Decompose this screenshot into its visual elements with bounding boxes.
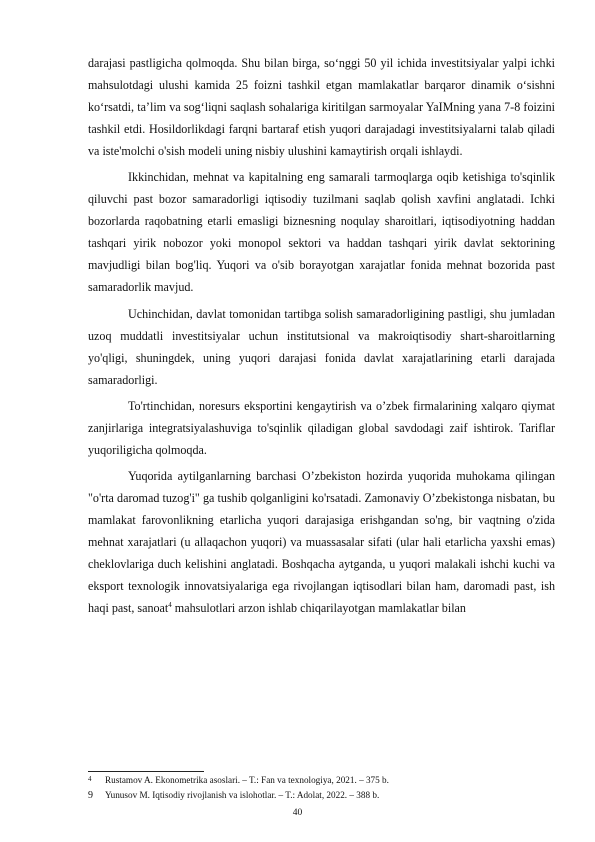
body-text bbox=[88, 52, 555, 619]
footnote-1-mark: 4 bbox=[88, 775, 92, 783]
footnote-1-text: Rustamov A. Ekonometrika asoslari. – T.: Fan va texnologiya, 2021. – 375 b. bbox=[105, 775, 389, 785]
paragraph-1: darajasi pastligicha qolmoqda. Shu bilan birga, so‘nggi 50 yil ichida investitsiyalar yalpi ichki mahsulotdagi ulushi kamida 25 foizni tashkil etgan mamlakatlar barqaror dinamik o‘sishni ko‘rsatdi, ta’lim va sog‘liqni saqlash sohalariga kiritilgan sarmoyalar YaIMning yana 7-8 foizini tashkil etdi. Hosildorlikdagi farqni bartaraf etish yuqori darajadagi investitsiyalarni talab qiladi va iste'molchi o'sish modeli uning nisbiy ulushini kamaytirish orqali ishlaydi. bbox=[88, 56, 555, 159]
footnote-2 bbox=[88, 790, 379, 801]
footnote-1 bbox=[88, 774, 389, 786]
paragraph-5 bbox=[88, 465, 555, 619]
paragraph-3: Uchinchidan, davlat tomonidan tartibga solish samaradorligining pastligi, shu jumladan uzoq muddatli investitsiyalar uchun institutsional va makroiqtisodiy shart-sharoitlarning yo'qligi, shuningdek, uning yuqori darajasi fonida davlat xarajatlarining etarli darajada samaradorligi. bbox=[88, 306, 555, 387]
page-number: 40 bbox=[292, 808, 303, 818]
footnote-2-text: Yunusov M. Iqtisodiy rivojlanish va islohotlar. – T.: Adolat, 2022. – 388 b. bbox=[105, 790, 380, 800]
footnote-2-mark: 9 bbox=[88, 790, 93, 801]
paragraph-4: To'rtinchidan, noresurs eksportini kengaytirish va o’zbek firmalarining xalqaro qiymat zanjirlariga integratsiyalashuviga to'sqinlik qiladigan global savdodagi zaif ishtirok. Tariflar yuqoriligicha qolmoqda. bbox=[88, 398, 555, 457]
footnote-divider bbox=[88, 771, 204, 772]
paragraph-2: Ikkinchidan, mehnat va kapitalning eng samarali tarmoqlarga oqib ketishiga to'sqinlik qiluvchi past bozor samaradorligi iqtisodiy tuzilmani saqlab qolish xavfini anglatadi. Ichki bozorlarda raqobatning etarli emasligi biznesning noqulay sharoitlari, iqtisodiyotning haddan tashqari yirik nobozor yoki monopol sektori va haddan tashqari yirik davlat sektorining mavjudligi bilan bog'liq. Yuqori va o'sib borayotgan xarajatlar fonida mehnat bozorida past samaradorlik mavjud. bbox=[88, 170, 555, 295]
footnote-reference-mark: 4 bbox=[168, 601, 172, 610]
paragraph-5-text: Yuqorida aytilganlarning barchasi O’zbekiston hozirda yuqorida muhokama qilingan "o'rta daromad tuzog'i" ga tushib qolganligini ko'rsatadi. Zamonaviy O’zbekistonga nisbatan, bu mamlakat farovonlikning etarlicha yuqori darajasiga erishgandan so'ng, bir vaqtning o'zida mehnat xarajatlari (u allaqachon yuqori) va muassasalar sifati (ular hali etarlicha yaxshi emas) cheklovlariga duch kelishini anglatadi. Boshqacha aytganda, u yuqori malakali ishchi kuchi va eksport texnologik innovatsiyalariga ega rivojlangan iqtisodlari bilan ham, daromadi past, ish haqi past, sanoat bbox=[88, 468, 555, 616]
paragraph-5-continuation: mahsulotlari arzon ishlab chiqarilayotgan mamlakatlar bilan bbox=[171, 601, 466, 616]
